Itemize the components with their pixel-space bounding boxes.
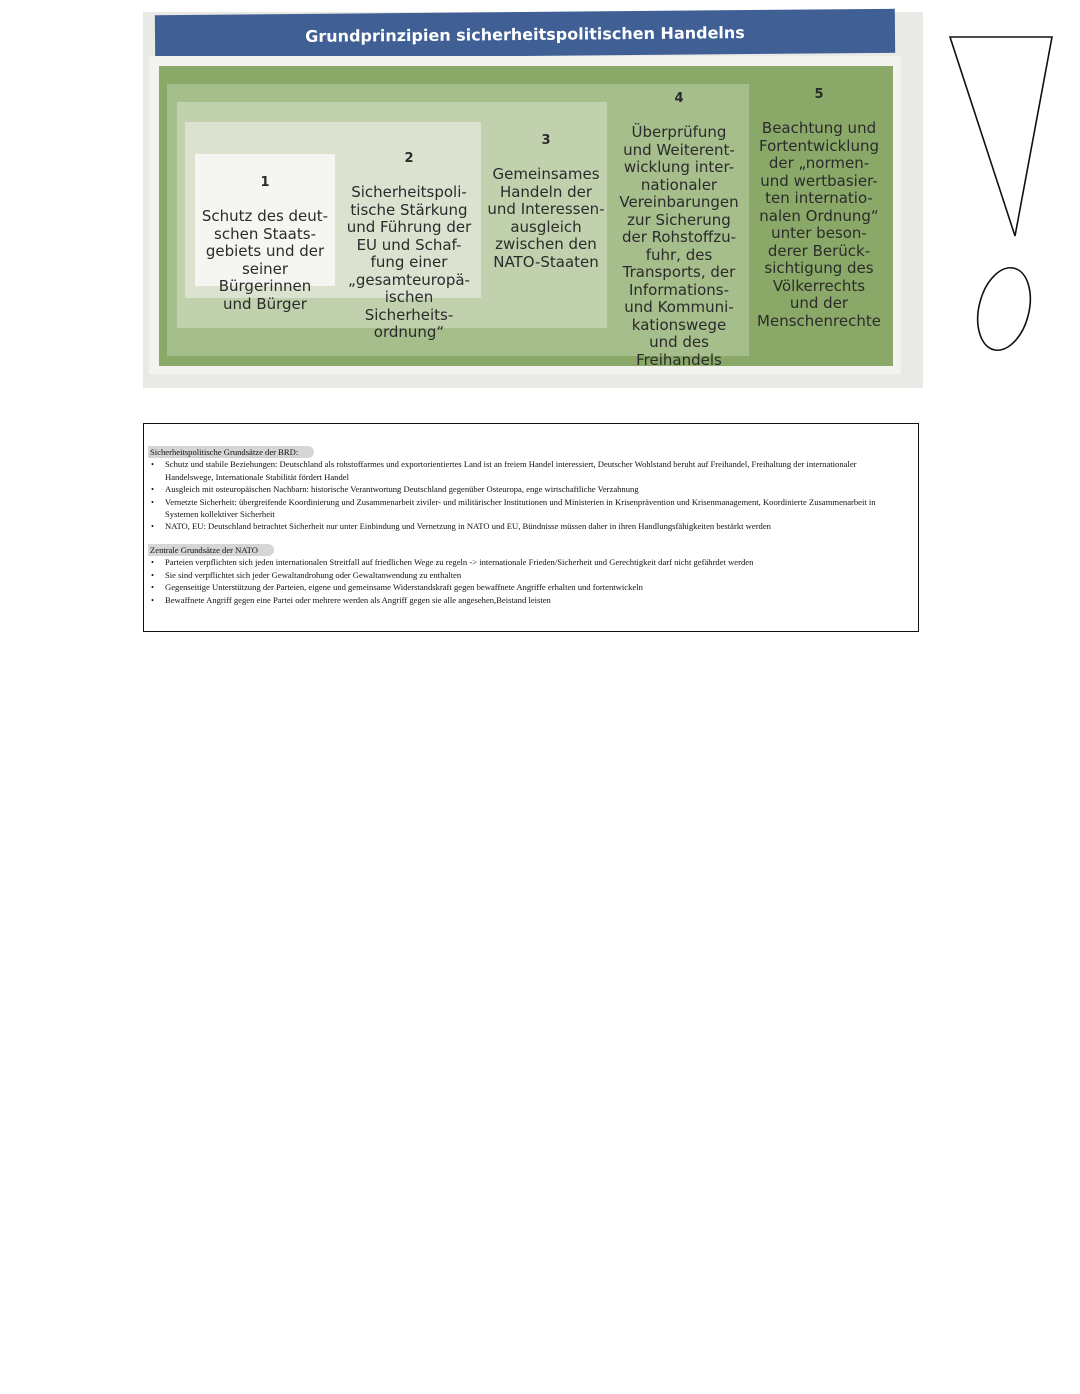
principle-3-number: 3: [541, 132, 551, 148]
nato-principles-section: [146, 544, 898, 606]
list-item: • Vernetzte Sicherheit: übergreifende Koordinierung und Zusammenarbeit ziviler- und militärischer Institutionen und Ministerien in Krisenprävention und Krisenmanagement, Koordinierte Zusammenarbeit in Systemen kollektiver Sicherheit: [165, 496, 898, 521]
list-item: • Ausgleich mit osteuropäischen Nachbarn: historische Verantwortung Deutschland gegenüber Osteuropa, enge wirtschaftliche Verzahnung: [165, 483, 898, 495]
brd-principles-section: [146, 446, 898, 533]
principle-3: [481, 114, 611, 289]
principle-1-number: 1: [260, 174, 270, 190]
exclamation-mark-icon: [940, 28, 1060, 358]
list-item: • Parteien verpflichten sich jeden internationalen Streitfall auf friedlichen Wege zu regeln -> internationale Frieden/Sicherheit und Gerechtigkeit darf nicht gefährdet werden: [165, 556, 898, 568]
principle-4-number: 4: [674, 90, 684, 106]
list-item: • Sie sind verpflichtet sich jeder Gewaltandrohung oder Gewaltanwendung zu enthalten: [165, 569, 898, 581]
figure-body: [149, 56, 901, 374]
list-item: • Bewaffnete Angriff gegen eine Partei oder mehrere werden als Angriff gegen sie alle angesehen,Beistand leisten: [165, 594, 898, 606]
principle-2-number: 2: [404, 150, 414, 166]
brd-principles-list: [146, 458, 898, 532]
list-item: • Schutz und stabile Beziehungen: Deutschland als rohstoffarmes und exportorientiertes Land ist an freiem Handel interessiert, Deutscher Wohlstand beruht auf Freihandel, Freihaltung der internationaler Handelswege, Internationale Stabilität fördert Handel: [165, 458, 898, 483]
section-heading: Sicherheitspolitische Grundsätze der BRD:: [148, 446, 314, 458]
principles-figure: [143, 12, 923, 388]
principle-1-text: Schutz des deut- schen Staats- gebiets und der seiner Bürgerinnen und Bürger: [201, 207, 329, 313]
nato-principles-list: [146, 556, 898, 606]
list-item: • NATO, EU: Deutschland betrachtet Sicherheit nur unter Einbindung und Vernetzung in NATO und EU, Bündnisse müssen daher in ihren Handlungsfähigkeiten bestärkt werden: [165, 520, 898, 532]
notes-box: [143, 423, 919, 632]
principle-5: [751, 68, 887, 348]
principle-4-text: Überprüfung und Weiterent- wicklung inter- nationaler Vereinbarungen zur Sicherung der Rohstoffzu- fuhr, des Transports, der Informations- und Kommuni- kationswege und des Freihandels: [619, 123, 739, 369]
list-item: • Gegenseitige Unterstützung der Parteien, eigene und gemeinsame Widerstandskraft gegen bewaffnete Angriffe erhalten und fortentwickeln: [165, 581, 898, 593]
principle-2: [337, 132, 481, 359]
figure-title: Grundprinzipien sicherheitspolitischen Handelns: [155, 9, 895, 59]
principle-4: [615, 72, 743, 387]
principle-1: [195, 156, 335, 331]
principle-2-text: Sicherheitspoli- tische Stärkung und Führung der EU und Schaf- fung einer „gesamteuropä- ischen Sicherheits- ordnung“: [346, 183, 472, 341]
principle-5-text: Beachtung und Fortentwicklung der „normen- und wertbasier- ten internatio- nalen Ordnung“ unter beson- derer Berück- sichtigung des Völkerrechts und der Menschenrechte: [757, 119, 881, 330]
principle-3-text: Gemeinsames Handeln der und Interessen- ausgleich zwischen den NATO-Staaten: [487, 165, 605, 271]
section-heading: Zentrale Grundsätze der NATO: [148, 544, 274, 556]
principle-5-number: 5: [814, 86, 824, 102]
